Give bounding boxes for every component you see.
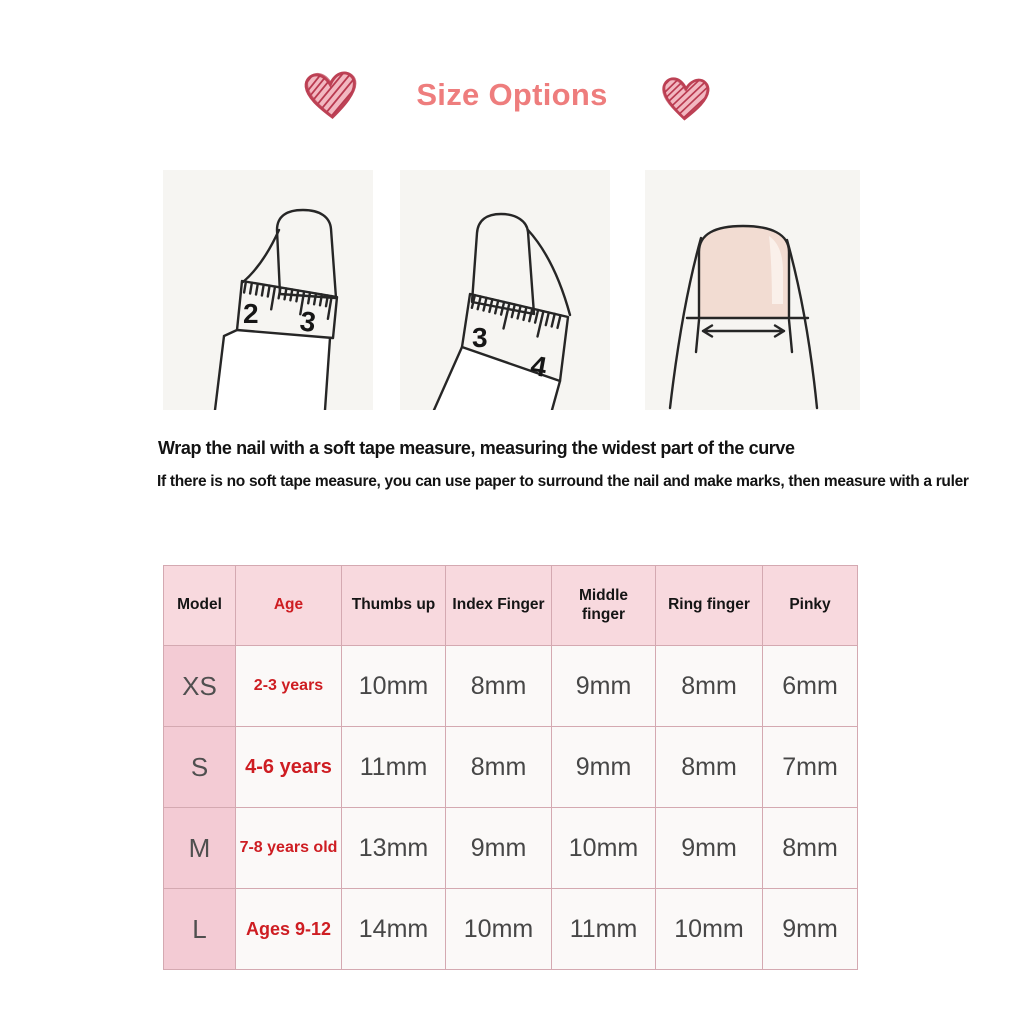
double-arrow-icon: [703, 326, 784, 337]
cell-model: M: [164, 808, 236, 889]
column-header-middle-finger: Middle finger: [552, 566, 656, 646]
cell-pinky: 6mm: [763, 646, 858, 727]
cell-pinky: 9mm: [763, 889, 858, 970]
cell-model: S: [164, 727, 236, 808]
cell-pinky: 7mm: [763, 727, 858, 808]
tape-number: 3: [472, 322, 488, 353]
cell-thumbs-up: 11mm: [342, 727, 446, 808]
cell-age: 2-3 years: [236, 646, 342, 727]
cell-ring-finger: 10mm: [656, 889, 763, 970]
column-header-ring-finger: Ring finger: [656, 566, 763, 646]
cell-thumbs-up: 14mm: [342, 889, 446, 970]
finger-tape-illustration: [163, 170, 373, 410]
cell-ring-finger: 8mm: [656, 646, 763, 727]
fingertip-width-illustration: [645, 170, 860, 410]
cell-index-finger: 8mm: [446, 646, 552, 727]
diagram-tape-over-nail: [163, 170, 373, 410]
cell-thumbs-up: 13mm: [342, 808, 446, 889]
cell-pinky: 8mm: [763, 808, 858, 889]
cell-thumbs-up: 10mm: [342, 646, 446, 727]
cell-index-finger: 9mm: [446, 808, 552, 889]
column-header-thumbs-up: Thumbs up: [342, 566, 446, 646]
column-header-model: Model: [164, 566, 236, 646]
table-row-s: [164, 727, 858, 808]
cell-ring-finger: 8mm: [656, 727, 763, 808]
size-chart-table: [163, 565, 858, 970]
cell-middle-finger: 11mm: [552, 889, 656, 970]
cell-index-finger: 10mm: [446, 889, 552, 970]
tape-number: 2: [243, 298, 259, 329]
table-header-row: [164, 566, 858, 646]
scribble-heart-icon: [658, 74, 713, 126]
page-title: Size Options: [416, 77, 608, 112]
table-row-m: [164, 808, 858, 889]
tape-number: 3: [297, 305, 318, 339]
table-row-xs: [164, 646, 858, 727]
instruction-secondary: If there is no soft tape measure, you can use paper to surround the nail and make marks, then measure with a ruler: [157, 473, 969, 490]
cell-age: 4-6 years: [236, 727, 342, 808]
cell-middle-finger: 9mm: [552, 727, 656, 808]
cell-age: Ages 9-12: [236, 889, 342, 970]
table-row-l: [164, 889, 858, 970]
column-header-pinky: Pinky: [763, 566, 858, 646]
cell-ring-finger: 9mm: [656, 808, 763, 889]
finger-tape-illustration: [400, 170, 610, 410]
cell-middle-finger: 10mm: [552, 808, 656, 889]
cell-index-finger: 8mm: [446, 727, 552, 808]
instruction-primary: Wrap the nail with a soft tape measure, measuring the widest part of the curve: [158, 438, 795, 458]
diagram-tape-widest-curve: [400, 170, 610, 410]
diagram-nail-width-arrow: [645, 170, 860, 410]
column-header-index-finger: Index Finger: [446, 566, 552, 646]
column-header-age: Age: [236, 566, 342, 646]
cell-age: 7-8 years old: [236, 808, 342, 889]
cell-model: L: [164, 889, 236, 970]
cell-model: XS: [164, 646, 236, 727]
cell-middle-finger: 9mm: [552, 646, 656, 727]
tape-number: 4: [528, 349, 550, 383]
